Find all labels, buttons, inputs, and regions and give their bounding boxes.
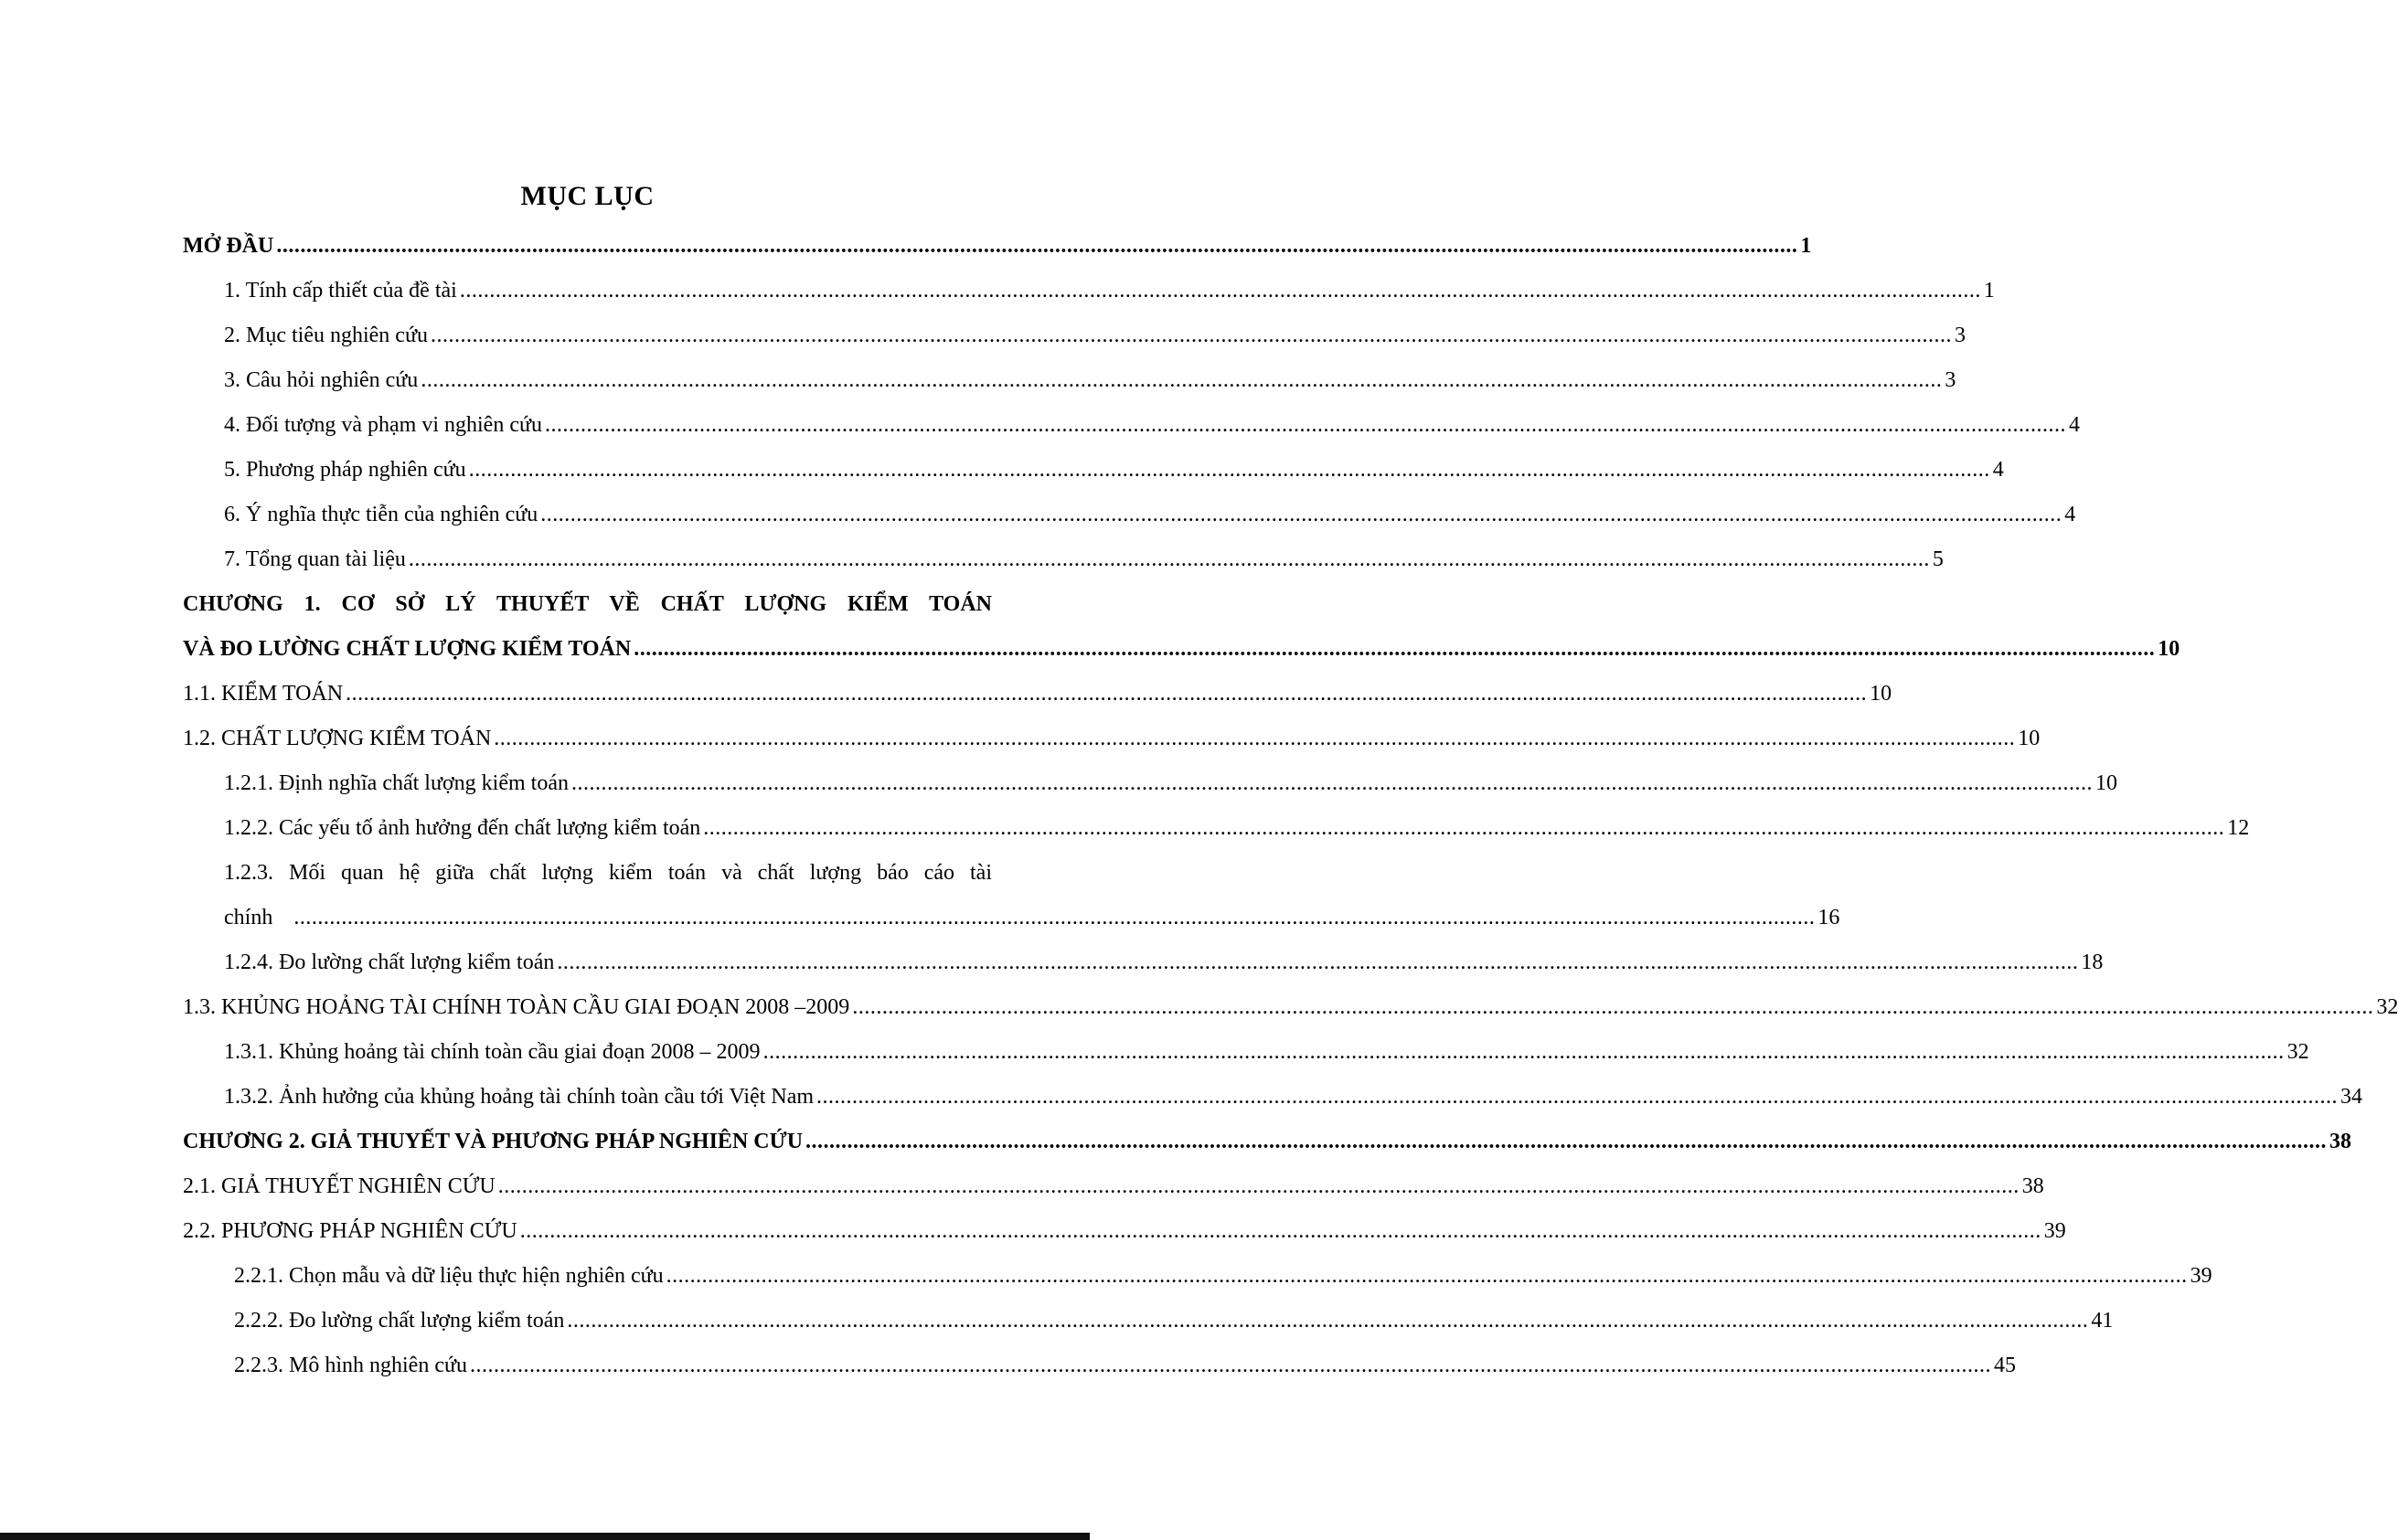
toc-entry-text: 2.2.3. Mô hình nghiên cứu [234,1354,467,1377]
dot-leader: ................................................................................................................................................................................................................................................................ [497,1174,2020,1198]
dot-leader: ................................................................................................................................................................................................................................................................ [430,324,1952,347]
dot-leader: ................................................................................................................................................................................................................................................................ [805,1130,2328,1153]
dot-leader: ................................................................................................................................................................................................................................................................ [816,1085,2339,1109]
toc-entry-text: CHƯƠNG 1. CƠ SỞ LÝ THUYẾT VỀ CHẤT LƯỢNG KIỂM TOÁN [183,592,992,616]
toc-entry-text: VÀ ĐO LƯỜNG CHẤT LƯỢNG KIỂM TOÁN [183,637,632,661]
toc-page-number: 16 [1817,906,1840,929]
toc-page-number: 38 [2329,1130,2352,1153]
page-title: MỤC LỤC [520,181,655,211]
dot-leader: ................................................................................................................................................................................................................................................................ [494,727,2016,750]
toc-entry-chapter-2[interactable] [183,1130,2352,1174]
toc-page-number: 3 [1945,368,1956,392]
dot-leader: ................................................................................................................................................................................................................................................................ [519,1219,2041,1243]
toc-page-number: 10 [2158,637,2180,661]
toc-page-number: 39 [2190,1264,2212,1288]
toc-page-number: 18 [2081,951,2104,974]
toc-entry-2[interactable] [183,324,1966,368]
dot-leader: ................................................................................................................................................................................................................................................................ [346,682,1868,706]
toc-entry-text: 2. Mục tiêu nghiên cứu [224,324,428,347]
toc-entry-chapter-1-line-1[interactable] [183,592,992,637]
toc-entry-1-1[interactable] [183,682,1892,727]
toc-page-number: 45 [1994,1354,2016,1377]
toc-entry-text: 1.3.2. Ảnh hưởng của khủng hoảng tài chính toàn cầu tới Việt Nam [224,1085,815,1109]
toc-page-number: 34 [2340,1085,2363,1109]
toc-entry-mo-dau[interactable] [183,234,1812,279]
toc-entry-1-3-1[interactable] [183,1040,2309,1085]
toc-page-number: 41 [2091,1309,2114,1333]
toc-entry-text: 2.2.1. Chọn mẫu và dữ liệu thực hiện nghiên cứu [234,1264,664,1288]
dot-leader: ................................................................................................................................................................................................................................................................ [852,995,2374,1019]
toc-entry-2-1[interactable] [183,1174,2044,1219]
toc-entry-4[interactable] [183,413,2080,458]
toc-entry-text: 1.3.1. Khủng hoảng tài chính toàn cầu giai đoạn 2008 – 2009 [224,1040,761,1064]
toc-entry-1-3-2[interactable] [183,1085,2363,1130]
toc-page-number: 1 [1800,234,1812,258]
dot-leader: ................................................................................................................................................................................................................................................................ [293,906,1816,929]
toc-entry-1-2-3-line-1[interactable] [183,861,992,906]
toc-entry-1-3[interactable] [183,995,2398,1040]
toc-entry-text: 3. Câu hỏi nghiên cứu [224,368,419,392]
toc-page-number: 3 [1954,324,1966,347]
toc-page-number: 10 [2094,771,2117,795]
toc-page-number: 10 [1870,682,1892,706]
toc-entry-text: CHƯƠNG 2. GIẢ THUYẾT VÀ PHƯƠNG PHÁP NGHIÊN CỨU [183,1130,804,1153]
dot-leader: ................................................................................................................................................................................................................................................................ [634,637,2156,661]
toc-entry-text: 4. Đối tượng và phạm vi nghiên cứu [224,413,542,437]
toc-entry-text: 7. Tổng quan tài liệu [224,547,406,571]
toc-page-number: 39 [2043,1219,2066,1243]
dot-leader: ................................................................................................................................................................................................................................................................ [459,279,1981,303]
dot-leader: ................................................................................................................................................................................................................................................................ [468,458,1990,482]
toc-entry-5[interactable] [183,458,2004,503]
toc-entry-text: 6. Ý nghĩa thực tiễn của nghiên cứu [224,503,538,526]
toc-page-number: 4 [1992,458,2004,482]
dot-leader: ................................................................................................................................................................................................................................................................ [540,503,2062,526]
toc-page-number: 32 [2376,995,2398,1019]
dot-leader: ................................................................................................................................................................................................................................................................ [408,547,1930,571]
toc-page-number: 32 [2286,1040,2309,1064]
page-bottom-border [0,1533,1090,1540]
toc-entry-6[interactable] [183,503,2076,547]
toc-page-number: 38 [2021,1174,2044,1198]
toc-page-number: 4 [2069,413,2080,437]
toc-page-number: 5 [1932,547,1944,571]
dot-leader: ................................................................................................................................................................................................................................................................ [762,1040,2285,1064]
toc-entry-1-2[interactable] [183,727,2041,771]
toc-entry-1-2-1[interactable] [183,771,2117,816]
table-of-contents [183,234,2398,1398]
toc-entry-3[interactable] [183,368,1956,413]
toc-entry-1-2-3-line-2[interactable] [183,906,1840,951]
toc-entry-2-2[interactable] [183,1219,2066,1264]
toc-entry-text: 1.2. CHẤT LƯỢNG KIỂM TOÁN [183,727,492,750]
toc-entry-text: 2.1. GIẢ THUYẾT NGHIÊN CỨU [183,1174,496,1198]
toc-entry-1[interactable] [183,279,1995,324]
dot-leader: ................................................................................................................................................................................................................................................................ [421,368,1943,392]
toc-entry-text: MỞ ĐẦU [183,234,274,258]
toc-page-number: 10 [2018,727,2041,750]
toc-entry-2-2-2[interactable] [183,1309,2114,1354]
toc-entry-text: 1. Tính cấp thiết của đề tài [224,279,457,303]
toc-entry-chapter-1-line-2[interactable] [183,637,2180,682]
toc-entry-text: 5. Phương pháp nghiên cứu [224,458,466,482]
dot-leader: ................................................................................................................................................................................................................................................................ [276,234,1798,258]
toc-page-number: 12 [2227,816,2250,840]
dot-leader: ................................................................................................................................................................................................................................................................ [567,1309,2089,1333]
toc-entry-text: chính [224,906,273,929]
dot-leader: ................................................................................................................................................................................................................................................................ [557,951,2079,974]
toc-entry-1-2-2[interactable] [183,816,2250,861]
toc-entry-text: 2.2. PHƯƠNG PHÁP NGHIÊN CỨU [183,1219,517,1243]
toc-entry-text: 1.1. KIỂM TOÁN [183,682,344,706]
dot-leader: ................................................................................................................................................................................................................................................................ [666,1264,2188,1288]
dot-leader: ................................................................................................................................................................................................................................................................ [570,771,2093,795]
toc-entry-text: 1.3. KHỦNG HOẢNG TÀI CHÍNH TOÀN CẦU GIAI ĐOẠN 2008 –2009 [183,995,850,1019]
toc-entry-7[interactable] [183,547,1944,592]
dot-leader: ................................................................................................................................................................................................................................................................ [545,413,2066,437]
toc-entry-text: 1.2.2. Các yếu tố ảnh hưởng đến chất lượng kiểm toán [224,816,701,840]
toc-entry-text: 1.2.4. Đo lường chất lượng kiểm toán [224,951,555,974]
toc-entry-1-2-4[interactable] [183,951,2104,995]
toc-entry-text: 1.2.1. Định nghĩa chất lượng kiểm toán [224,771,569,795]
toc-entry-2-2-1[interactable] [183,1264,2212,1309]
toc-entry-2-2-3[interactable] [183,1354,2016,1398]
toc-entry-text: 1.2.3. Mối quan hệ giữa chất lượng kiểm toán và chất lượng báo cáo tài [224,861,992,885]
toc-page-number: 4 [2064,503,2076,526]
toc-page-number: 1 [1983,279,1995,303]
dot-leader: ................................................................................................................................................................................................................................................................ [703,816,2225,840]
dot-leader: ................................................................................................................................................................................................................................................................ [470,1354,1991,1377]
toc-entry-text: 2.2.2. Đo lường chất lượng kiểm toán [234,1309,565,1333]
